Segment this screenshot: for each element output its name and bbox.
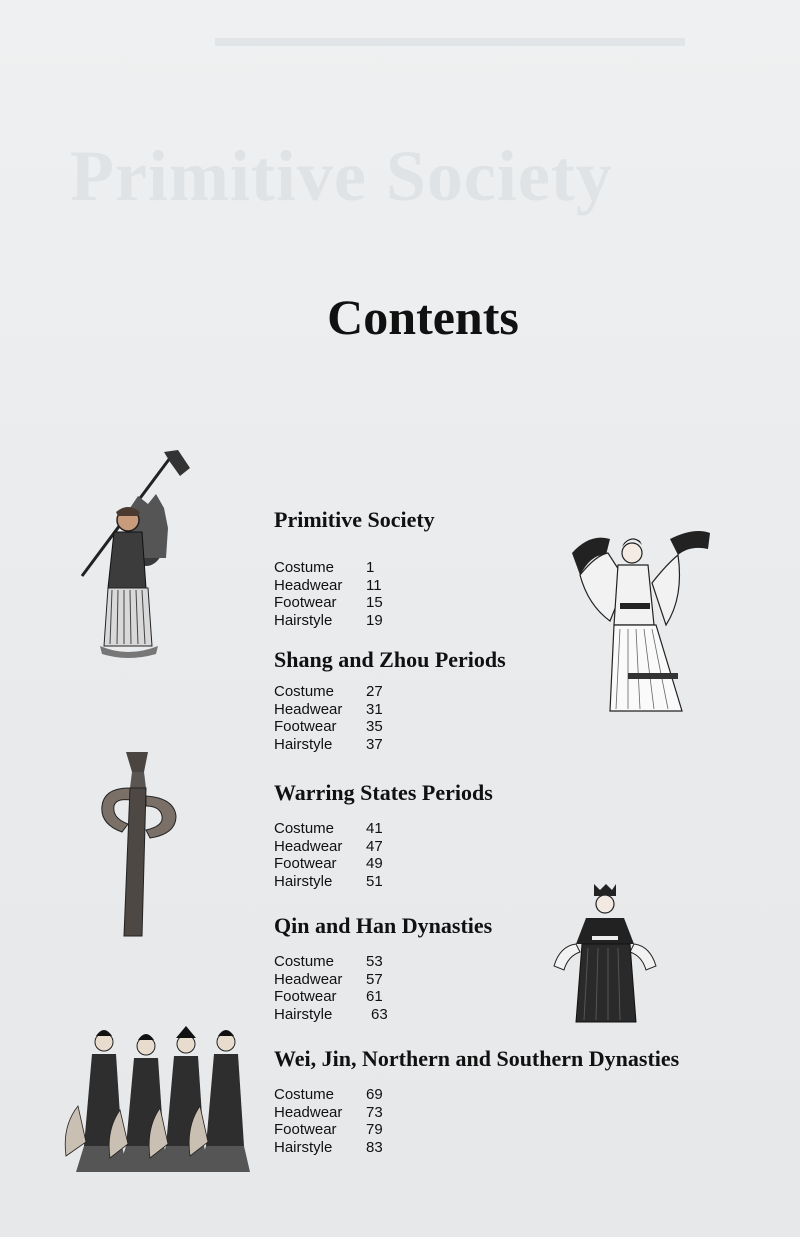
entry-label: Hairstyle — [274, 1005, 333, 1023]
toc-entry[interactable] — [274, 838, 493, 856]
entry-page: 61 — [366, 988, 383, 1005]
entry-page: 47 — [366, 837, 383, 855]
toc-entry[interactable] — [274, 612, 435, 630]
faded-rule — [215, 38, 685, 46]
section-title: Shang and Zhou Periods — [274, 647, 506, 672]
entry-page: 41 — [366, 820, 383, 837]
toc-entry[interactable] — [274, 718, 506, 736]
toc-entry[interactable] — [274, 1121, 679, 1139]
entry-page: 63 — [371, 1005, 388, 1023]
entry-page: 27 — [366, 683, 383, 700]
toc-entry[interactable] — [274, 820, 493, 838]
entry-label: Footwear — [274, 1121, 337, 1138]
toc-entry[interactable] — [274, 953, 492, 971]
entry-label: Headwear — [274, 700, 343, 718]
entry-page: 11 — [366, 576, 382, 594]
toc-entry[interactable] — [274, 1104, 679, 1122]
toc-entry[interactable] — [274, 1139, 679, 1157]
section-title: Wei, Jin, Northern and Southern Dynasties — [274, 1046, 680, 1071]
entry-label: Hairstyle — [274, 735, 333, 753]
section-title: Qin and Han Dynasties — [274, 913, 493, 938]
section-title: Primitive Society — [274, 507, 435, 532]
page-title: Contents — [327, 289, 519, 345]
entry-label: Footwear — [274, 855, 337, 872]
toc-entry[interactable] — [274, 559, 435, 577]
entry-page: 79 — [366, 1121, 383, 1138]
entry-label: Headwear — [274, 970, 343, 988]
entry-label: Footwear — [274, 988, 337, 1005]
entry-label: Hairstyle — [274, 872, 333, 890]
entry-label: Headwear — [274, 1103, 343, 1121]
entry-label: Costume — [274, 953, 335, 970]
farmer-with-hoe-illustration — [78, 448, 194, 663]
han-lady-figure-illustration — [552, 882, 658, 1027]
four-court-ladies-illustration — [62, 1026, 254, 1176]
toc-entry[interactable] — [274, 1006, 492, 1024]
toc-entry[interactable] — [274, 701, 506, 719]
bronze-hairpin-artifact-illustration — [98, 748, 178, 940]
section-title: Warring States Periods — [274, 780, 493, 805]
toc-section-shang-zhou — [274, 647, 506, 753]
toc-entry[interactable] — [274, 736, 506, 754]
toc-entry[interactable] — [274, 873, 493, 891]
toc-section-warring-states — [274, 780, 493, 890]
toc-entry[interactable] — [274, 971, 492, 989]
entry-page: 19 — [366, 611, 383, 629]
entry-label: Costume — [274, 1086, 335, 1103]
entry-label: Costume — [274, 683, 335, 700]
toc-section-primitive-society — [274, 507, 435, 629]
toc-section-qin-han — [274, 913, 492, 1023]
entry-label: Footwear — [274, 594, 337, 611]
toc-section-wei-jin — [274, 1046, 679, 1156]
entry-page: 49 — [366, 855, 383, 872]
toc-entry[interactable] — [274, 683, 506, 701]
toc-entry[interactable] — [274, 594, 435, 612]
toc-entry[interactable] — [274, 855, 493, 873]
entry-label: Hairstyle — [274, 1138, 333, 1156]
entry-page: 1 — [366, 559, 375, 576]
entry-label: Costume — [274, 559, 335, 576]
entry-page: 73 — [366, 1103, 383, 1121]
entry-page: 51 — [366, 872, 383, 890]
entry-label: Headwear — [274, 576, 343, 594]
entry-page: 31 — [366, 700, 383, 718]
toc-entry[interactable] — [274, 577, 435, 595]
entry-page: 35 — [366, 718, 383, 735]
faded-background-heading: Primitive Society — [70, 136, 613, 216]
dancer-with-long-sleeves-illustration — [570, 525, 712, 715]
entry-label: Costume — [274, 820, 335, 837]
entry-page: 15 — [366, 594, 383, 611]
entry-page: 57 — [366, 970, 383, 988]
entry-label: Headwear — [274, 837, 343, 855]
entry-page: 53 — [366, 953, 383, 970]
toc-entry[interactable] — [274, 1086, 679, 1104]
entry-page: 83 — [366, 1138, 383, 1156]
entry-page: 69 — [366, 1086, 383, 1103]
entry-page: 37 — [366, 735, 383, 753]
entry-label: Footwear — [274, 718, 337, 735]
entry-label: Hairstyle — [274, 611, 333, 629]
toc-entry[interactable] — [274, 988, 492, 1006]
